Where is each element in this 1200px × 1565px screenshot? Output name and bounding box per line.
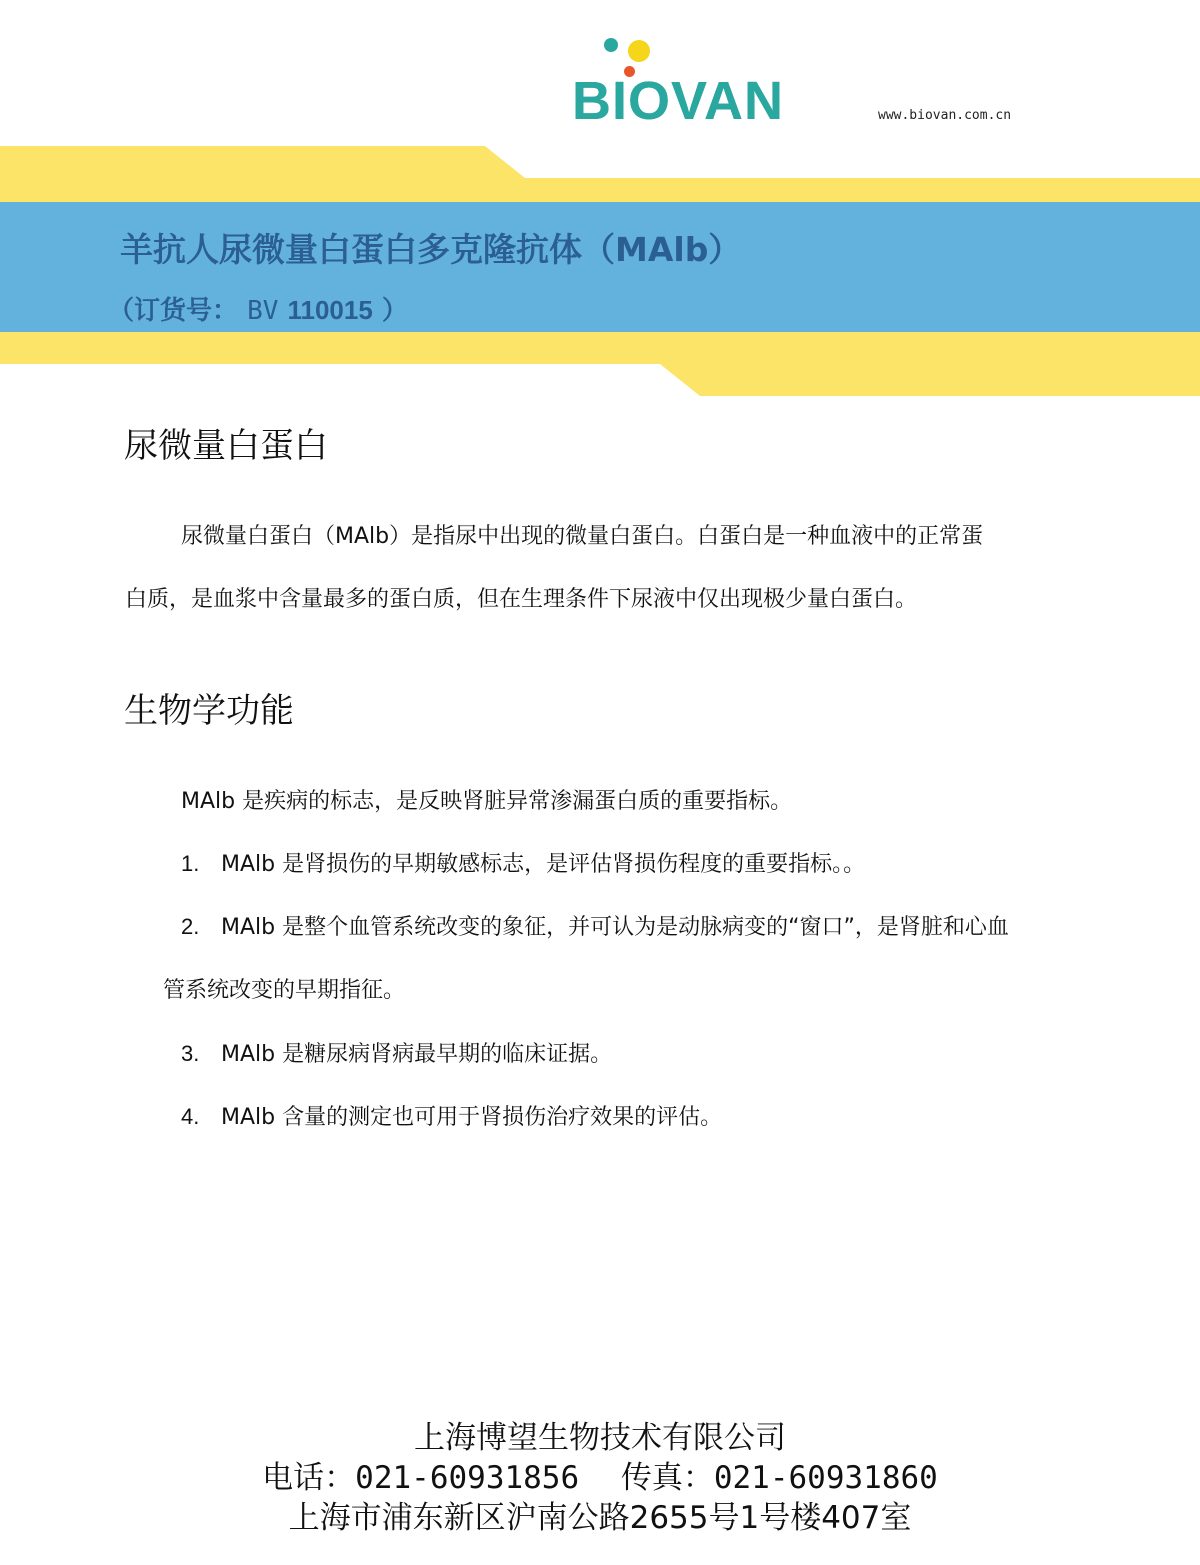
banner-yellow-top	[0, 146, 1200, 204]
list-item	[181, 1037, 612, 1068]
company-name: 上海博望生物技术有限公司	[414, 1420, 786, 1456]
fax-label: 传真：	[620, 1460, 714, 1496]
product-title: 羊抗人尿微量白蛋白多克隆抗体（MAlb）	[120, 230, 742, 269]
contact-line	[0, 1452, 1200, 1497]
logo-wordmark: BIOVAN	[572, 71, 785, 131]
fax-number: 021-60931860	[713, 1460, 938, 1496]
order-prefix: （订货号：	[108, 296, 239, 326]
list-item	[181, 1100, 722, 1131]
list-item-continuation: 管系统改变的早期指征。	[163, 978, 406, 1003]
order-number-line	[108, 290, 408, 327]
list-item-text: MAlb 是肾损伤的早期敏感标志，是评估肾损伤程度的重要指标。。	[221, 852, 866, 877]
list-item-text: MAlb 是糖尿病肾病最早期的临床证据。	[221, 1042, 613, 1067]
list-item-number: 2.	[181, 914, 200, 939]
list-item-number: 3.	[181, 1041, 200, 1066]
list-item	[181, 910, 1009, 941]
biovan-logo	[560, 30, 860, 130]
logo-dot-teal	[604, 38, 618, 52]
order-number: 110015	[287, 295, 373, 325]
section1-para-line2: 白质，是血浆中含量最多的蛋白质，但在生理条件下尿液中仅出现极少量白蛋白。	[125, 587, 918, 612]
order-suffix: ）	[381, 296, 408, 326]
list-item	[181, 847, 865, 878]
phone-number: 021-60931856	[355, 1460, 580, 1496]
list-item-text: MAlb 是整个血管系统改变的象征，并可认为是动脉病变的“窗口”，是肾脏和心血	[221, 915, 1009, 940]
section-heading-malb: 尿微量白蛋白	[124, 426, 328, 466]
list-item-number: 4.	[181, 1104, 200, 1129]
website-url: www.biovan.com.cn	[878, 108, 1012, 123]
logo-dot-yellow	[628, 40, 650, 62]
address: 上海市浦东新区沪南公路2655号1号楼407室	[288, 1500, 912, 1536]
list-item-number: 1.	[181, 851, 200, 876]
header-banner	[0, 146, 1200, 398]
list-item-text: MAlb 含量的测定也可用于肾损伤治疗效果的评估。	[221, 1105, 723, 1130]
section-heading-function: 生物学功能	[124, 691, 294, 731]
banner-yellow-bottom	[0, 332, 1200, 396]
section2-intro: MAlb 是疾病的标志，是反映肾脏异常渗漏蛋白质的重要指标。	[181, 789, 793, 814]
phone-label: 电话：	[262, 1460, 356, 1496]
section1-para-line1: 尿微量白蛋白（MAlb）是指尿中出现的微量白蛋白。白蛋白是一种血液中的正常蛋	[181, 524, 984, 549]
order-code: BV	[247, 296, 279, 326]
